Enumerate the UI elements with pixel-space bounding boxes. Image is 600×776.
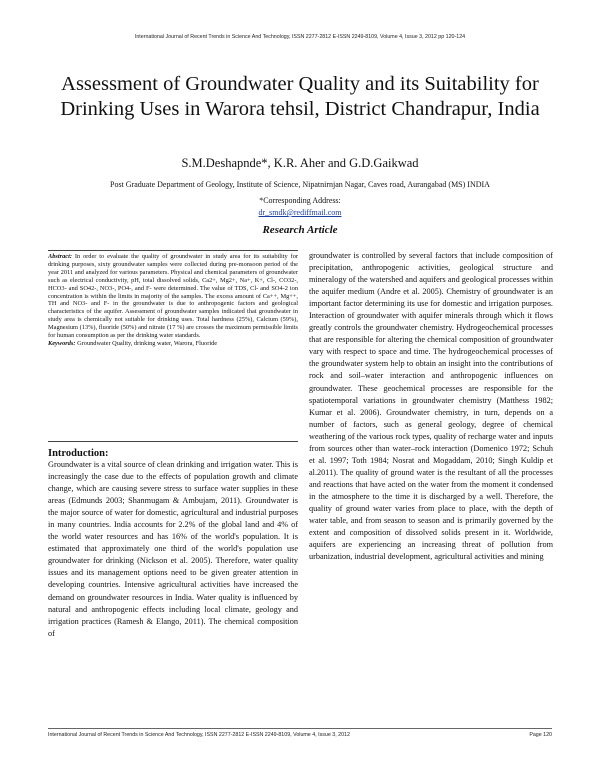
introduction-left-text: Groundwater is a vital source of clean drinking and irrigation water. This is increasingly the case due to the effects of population growth and climate change, which are causing severe stress to surface water supplies in these areas (Edmunds 2003; Shanmugam & Ambujam, 2011). Groundwater is the major source of water for domestic, agricultural and industrial purposes in many countries. India accounts for 2.2% of the global land and 4% of the world water resources and has 16% of the world's population. It is estimated that approximately one third of the world's population use groundwater for drinking (Nickson et al. 2005). Therefore, water quality issues and its management options need to be given greater attention in developing countries. Intensive agricultural activities have increased the demand on groundwater resources in India. Water quality is influenced by natural and anthropogenic effects including local climate, geology and irrigation practices (Ramesh & Elango, 2011). The chemical composition of: [48, 460, 298, 638]
introduction-heading: Introduction:: [48, 448, 109, 459]
affiliation: Post Graduate Department of Geology, Institute of Science, Nipatnirnjan Nagar, Caves road, Aurangabad (MS) INDIA: [110, 180, 490, 189]
corresponding-label: *Corresponding Address:: [259, 196, 341, 205]
author-list: S.M.Deshapnde*, K.R. Aher and G.D.Gaikwad: [181, 156, 419, 170]
running-header: International Journal of Recent Trends in Science And Technology, ISSN 2277-2812 E-ISSN 2249-8109, Volume 4, Issue 3, 2012 pp 120-124: [134, 34, 466, 40]
running-footer: [48, 732, 552, 738]
footer-divider: [48, 728, 552, 729]
footer-journal: International Journal of Recent Trends in Science And Technology, ISSN 2277-2812 E-ISSN 2249-8109, Volume 4, Issue 3, 2012: [48, 732, 350, 738]
corresponding-email-link[interactable]: dr_smdk@rediffmail.com: [258, 208, 342, 217]
left-column: [48, 250, 298, 727]
article-type: Research Article: [262, 224, 338, 236]
introduction-right-text: groundwater is controlled by several factors that include composition of precipitation, anthropogenic activities, geological structure and mineralogy of the watershed and aquifers and geological processes within the aquifer medium (Andre et al. 2005). Chemistry of groundwater is an important factor determining its use for domestic and irrigation purposes. Interaction of groundwater with aquifer minerals through which it flows greatly controls the groundwater chemistry. Hydrogeochemical processes that are responsible for altering the chemical composition of groundwater vary with respect to space and time. The hydrogeochemical processes of the groundwater system help to obtain an insight into the contributions of rock and soil–water interaction and anthropogenic influences on groundwater. These geochemical processes are responsible for the spatiotemporal variations in groundwater chemistry (Matthess 1982; Kumar et al. 2006). Groundwater chemistry, in turn, depends on a number of factors, such as general geology, degree of chemical weathering of the various rock types, quality of recharge water and inputs from sources other than water–rock interaction (Domenico 1972; Schuh et al. 1997; Toth 1984; Nosrat and Mogaddam, 2010; Singh Kuldip et al.2011). The quality of ground water is the resultant of all the processes and reactions that have acted on the water from the moment it condensed in the atmosphere to the time it is discharged by a well. Therefore, the quality of ground water varies from place to place, with the depth of water table, and from season to season and is primarily governed by the extent and composition of dissolved solids present in it. Worldwide, aquifers are experiencing an increasing threat of pollution from urbanization, industrial development, agricultural activities and mining: [309, 251, 553, 562]
right-column: [309, 250, 553, 710]
page-number: Page 120: [529, 732, 552, 738]
paper-title: Assessment of Groundwater Quality and its Suitability for Drinking Uses in Warora tehsil, District Chandrapur, India: [60, 73, 540, 120]
abstract-label: Abstract:: [48, 253, 72, 260]
abstract-box: [48, 250, 298, 442]
keywords-text: Groundwater Quality, drinking water, Warora, Fluoride: [75, 339, 218, 347]
keywords-label: Keywords:: [48, 339, 76, 347]
abstract-text: In order to evaluate the quality of groundwater in study area for its suitability for drinking purposes, sixty groundwater samples were collected during pre-monsoon period of the year 2011 and analyzed for various parameters. Physical and chemical parameters of groundwater such as electrical conductivity, pH, total dissolved solids, Ca2+, Mg2+, Na+, K+, Cl-, CO32-, HCO3- and SO42-, NO3-, PO4-, and F- were determined. The value of TDS, Cl- and SO4-2 ion concentration is within the limits in majority of the samples. The excess amount of Ca++, Mg++, TH and NO3- and F- in the groundwater is due to anthropogenic factors and geological characteristics of the aquifer. Assessment of groundwater samples indicated that groundwater in study area is chemically not suitable for drinking uses. Total hardness (25%), Calcium (59%), Magnesium (13%), fluoride (50%) and nitrate (17 %) are crosses the maximum permissible limits for human consumption as per the drinking water standards.: [48, 253, 298, 340]
